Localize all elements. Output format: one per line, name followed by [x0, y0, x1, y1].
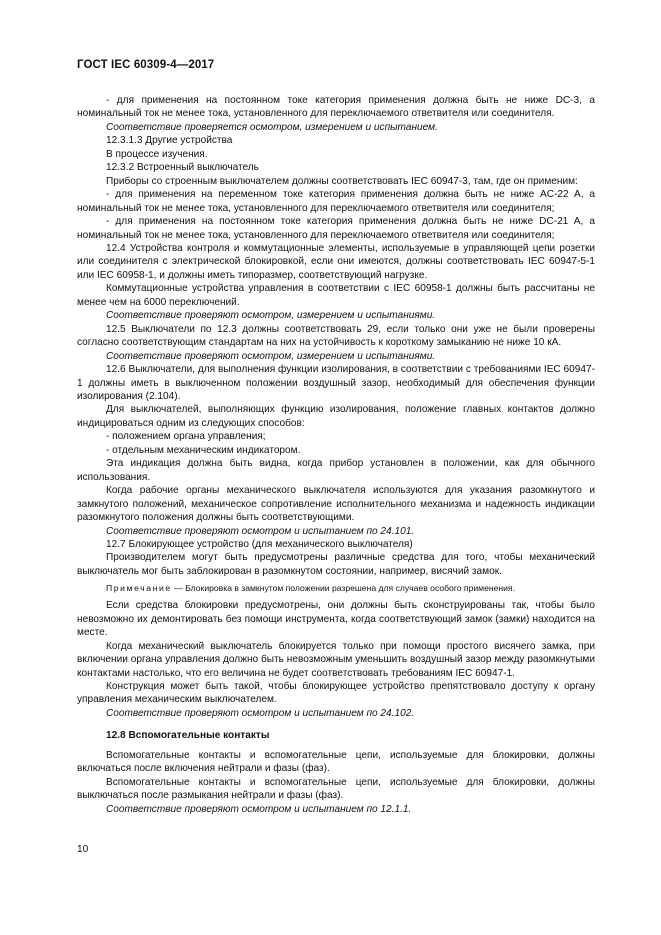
body-paragraph: 12.4 Устройства контроля и коммутационные элементы, используемые в управляющей цепи розетки или соединителя с электрической блокировкой, если они имеются, должны соответствовать IEC 60947-5-1 или IEC 60958-1, и должны иметь типоразмер, соответствующий нагрузке. — [77, 242, 595, 281]
body-paragraph: Конструкция может быть такой, чтобы блокирующее устройство препятствовало доступу к органу управления механическим выключателем. — [77, 681, 595, 706]
document-body — [77, 94, 595, 816]
body-paragraph: - для применения на постоянном токе категория применения должна быть не ниже DC-21 A, а номинальный ток не менее тока, установленного для переключаемого ответвителя или соединителя; — [77, 216, 595, 241]
note-label: Примечание — [106, 583, 172, 594]
body-paragraph: Эта индикация должна быть видна, когда прибор установлен в положении, как для обычного использования. — [77, 458, 595, 483]
compliance-statement: Соответствие проверяют осмотром, измерением и испытаниями. — [106, 350, 436, 362]
compliance-statement: Соответствие проверяют осмотром и испытанием по 24.101. — [106, 525, 415, 537]
compliance-statement: Соответствие проверяют осмотром, измерением и испытаниями. — [106, 310, 436, 322]
document-code-header: ГОСТ IEC 60309-4—2017 — [77, 59, 215, 71]
body-paragraph: Если средства блокировки предусмотрены, они должны быть сконструированы так, чтобы было невозможно их демонтировать без помощи инструмента, когда соответствующий замок (замки) находится на месте. — [77, 600, 595, 639]
body-paragraph: Вспомогательные контакты и вспомогательные цепи, используемые для блокировки, должны выключаться после размыкания нейтрали и фазы (фаз). — [77, 776, 595, 802]
section-heading: 12.8 Вспомогательные контакты — [106, 730, 270, 742]
body-paragraph: 12.6 Выключатели, для выполнения функции изолирования, в соответствии с требованиями IEC 60947-1 должны иметь в выключенном положении воздушный зазор, необходимый для обеспечения функции изолирования (2.104). — [77, 364, 595, 402]
note-text: — Блокировка в замкнутом положении разрешена для случаев особого применения. — [174, 583, 515, 594]
compliance-statement: Соответствие проверяют осмотром и испытанием по 12.1.1. — [106, 803, 412, 815]
body-paragraph: 12.3.2 Встроенный выключатель — [106, 162, 259, 174]
note-paragraph — [77, 582, 595, 594]
body-paragraph: - положением органа управления; — [106, 431, 266, 443]
compliance-statement: Соответствие проверяется осмотром, измерением и испытанием. — [106, 121, 438, 133]
compliance-statement: Соответствие проверяют осмотром и испытанием по 24.102. — [106, 707, 415, 719]
body-paragraph: Приборы со строенным выключателем должны соответствовать IEC 60947-3, там, где он применим: — [106, 175, 578, 187]
body-paragraph: Вспомогательные контакты и вспомогательные цепи, используемые для блокировки, должны включаться после включения нейтрали и фазы (фаз). — [77, 749, 595, 775]
body-paragraph: 12.5 Выключатели по 12.3 должны соответствовать 29, если только они уже не были проверены согласно соответствующим стандартам на них на устойчивость к короткому замыканию не ниже 10 кА. — [77, 323, 595, 349]
body-paragraph: Коммутационные устройства управления в соответствии с IEC 60958-1 должны быть рассчитаны не менее чем на 6000 переключений. — [77, 283, 595, 308]
body-paragraph: Когда механический выключатель блокируется только при помощи простого висячего замка, при включении органа управления должно быть невозможным уменьшить воздушный зазор между разомкнутыми контактами настолько, что его величина не будет соответствовать требованиям IEC 60947-1. — [77, 640, 595, 679]
body-paragraph: 12.3.1.3 Другие устройства — [106, 135, 233, 147]
page-number: 10 — [77, 844, 89, 855]
body-paragraph: - отдельным механическим индикатором. — [106, 444, 301, 456]
body-paragraph: 12.7 Блокирующее устройство (для механического выключателя) — [106, 538, 413, 550]
body-paragraph: - для применения на постоянном токе категория применения должна быть не ниже DC-3, а номинальный ток не менее тока, установленного для переключаемого ответвителя или соединителя. — [77, 95, 595, 120]
body-paragraph: Для выключателей, выполняющих функцию изолирования, положение главных контактов должно индицироваться одним из следующих способов: — [77, 404, 595, 429]
body-paragraph: - для применения на переменном токе категория применения должна быть не ниже AC-22 A, а номинальный ток не менее тока, установленного для переключаемого ответвителя или соединителя; — [77, 189, 595, 214]
body-paragraph: Когда рабочие органы механического выключателя используются для указания разомкнутого и замкнутого положений, механическое сопротивление исполнительного механизма и надежность индикации разомкнутого положения должны быть соответствующими. — [77, 485, 595, 524]
body-paragraph: В процессе изучения. — [106, 148, 208, 160]
body-paragraph: Производителем могут быть предусмотрены различные средства для того, чтобы механический выключатель мог быть заблокирован в разомкнутом состоянии, например, висячий замок. — [77, 552, 595, 577]
